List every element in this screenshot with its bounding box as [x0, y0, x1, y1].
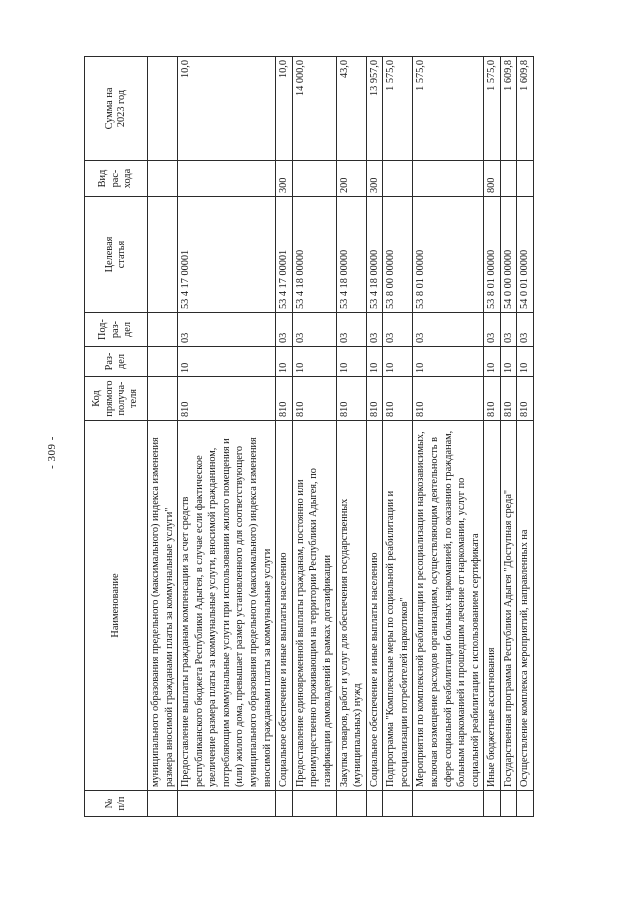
cell-target — [148, 197, 178, 313]
table-row — [413, 57, 484, 817]
cell-amount: 10,0 — [178, 57, 276, 161]
cell-name: Предоставление единовременной выплаты гражданам, постоянно или преимущественно проживающим на территории Республики Адыгея, по газификации домовладений в рамках догазификации — [292, 421, 336, 791]
cell-expense-type — [383, 161, 413, 197]
header-expense-type: Вид рас- хода — [85, 161, 148, 197]
cell-amount: 1 575,0 — [484, 57, 501, 161]
table-row — [500, 57, 517, 817]
cell-name: Социальное обеспечение и иные выплаты населению — [366, 421, 383, 791]
cell-target: 53 8 00 00000 — [383, 197, 413, 313]
cell-num — [292, 791, 336, 817]
cell-amount: 10,0 — [276, 57, 293, 161]
header-target: Целевая статья — [85, 197, 148, 313]
cell-recipient: 810 — [517, 377, 534, 421]
cell-section — [148, 347, 178, 377]
budget-table — [84, 56, 534, 817]
cell-num — [517, 791, 534, 817]
cell-expense-type: 300 — [276, 161, 293, 197]
cell-subsection: 03 — [292, 313, 336, 347]
cell-amount: 43,0 — [336, 57, 366, 161]
cell-expense-type — [500, 161, 517, 197]
cell-subsection: 03 — [500, 313, 517, 347]
cell-subsection: 03 — [178, 313, 276, 347]
cell-amount — [148, 57, 178, 161]
cell-num — [148, 791, 178, 817]
cell-num — [336, 791, 366, 817]
header-num: № п/п — [85, 791, 148, 817]
cell-target: 54 0 01 00000 — [517, 197, 534, 313]
cell-expense-type: 800 — [484, 161, 501, 197]
table-row — [148, 57, 178, 817]
cell-recipient — [148, 377, 178, 421]
cell-section: 10 — [413, 347, 484, 377]
cell-num — [484, 791, 501, 817]
cell-amount: 1 575,0 — [413, 57, 484, 161]
cell-subsection: 03 — [413, 313, 484, 347]
cell-num — [178, 791, 276, 817]
cell-name: Государственная программа Республики Адыгея "Доступная среда" — [500, 421, 517, 791]
table-header-row — [85, 57, 148, 817]
cell-amount: 1 575,0 — [383, 57, 413, 161]
table-row — [383, 57, 413, 817]
cell-expense-type — [517, 161, 534, 197]
cell-expense-type: 200 — [336, 161, 366, 197]
cell-subsection: 03 — [484, 313, 501, 347]
cell-name: муниципального образования предельного (максимального) индекса изменения размера вносимой гражданами платы за коммунальные услуги" — [148, 421, 178, 791]
cell-num — [366, 791, 383, 817]
cell-subsection: 03 — [383, 313, 413, 347]
cell-name: Осуществление комплекса мероприятий, направленных на — [517, 421, 534, 791]
cell-name: Предоставление выплаты гражданам компенсации за счет средств республиканского бюджета Республики Адыгея, в случае если фактическое увеличение размера платы за коммунальные услуги, вносимой гражданином, потребляющим коммунальные услуги при использовании жилого помещения и (или) жилого дома, превышает размер установленного для соответствующего муниципального образования предельного (максимального) индекса изменения вносимой гражданами платы за коммунальные услуги — [178, 421, 276, 791]
cell-num — [276, 791, 293, 817]
table-row — [517, 57, 534, 817]
cell-subsection: 03 — [336, 313, 366, 347]
cell-section: 10 — [500, 347, 517, 377]
cell-recipient: 810 — [366, 377, 383, 421]
cell-num — [383, 791, 413, 817]
table-row — [292, 57, 336, 817]
cell-expense-type — [178, 161, 276, 197]
cell-subsection — [148, 313, 178, 347]
cell-target: 53 4 17 00001 — [178, 197, 276, 313]
table-row — [484, 57, 501, 817]
header-amount: Сумма на 2023 год — [85, 57, 148, 161]
cell-amount: 1 609,8 — [517, 57, 534, 161]
table-row — [178, 57, 276, 817]
cell-target: 53 4 18 00000 — [336, 197, 366, 313]
cell-section: 10 — [383, 347, 413, 377]
cell-num — [413, 791, 484, 817]
table-row — [276, 57, 293, 817]
cell-expense-type — [292, 161, 336, 197]
cell-subsection: 03 — [517, 313, 534, 347]
cell-expense-type — [148, 161, 178, 197]
cell-name: Социальное обеспечение и иные выплаты населению — [276, 421, 293, 791]
cell-recipient: 810 — [178, 377, 276, 421]
table-row — [336, 57, 366, 817]
cell-section: 10 — [292, 347, 336, 377]
cell-name: Мероприятия по комплексной реабилитации и ресоциализации наркозависимых, включая возмещение расходов организациям, осуществляющим деятельность в сфере социальной реабилитации больных наркоманией, по оказанию гражданам, больным наркоманией и прошедшим лечение от наркомании, услуг по социальной реабилитации с использованием сертификата — [413, 421, 484, 791]
cell-recipient: 810 — [383, 377, 413, 421]
cell-amount: 14 000,0 — [292, 57, 336, 161]
cell-amount: 1 609,8 — [500, 57, 517, 161]
cell-recipient: 810 — [413, 377, 484, 421]
cell-section: 10 — [517, 347, 534, 377]
cell-section: 10 — [366, 347, 383, 377]
cell-target: 53 8 01 00000 — [484, 197, 501, 313]
cell-target: 53 4 18 00000 — [292, 197, 336, 313]
cell-num — [500, 791, 517, 817]
cell-target: 53 4 18 00000 — [366, 197, 383, 313]
header-name: Наименование — [85, 421, 148, 791]
table-row — [366, 57, 383, 817]
cell-recipient: 810 — [500, 377, 517, 421]
cell-section: 10 — [276, 347, 293, 377]
cell-amount: 13 957,0 — [366, 57, 383, 161]
cell-recipient: 810 — [336, 377, 366, 421]
cell-section: 10 — [178, 347, 276, 377]
cell-section: 10 — [336, 347, 366, 377]
cell-recipient: 810 — [484, 377, 501, 421]
cell-recipient: 810 — [292, 377, 336, 421]
cell-target: 54 0 00 00000 — [500, 197, 517, 313]
page-number: - 309 - — [46, 436, 58, 469]
cell-section: 10 — [484, 347, 501, 377]
cell-subsection: 03 — [276, 313, 293, 347]
cell-name: Иные бюджетные ассигнования — [484, 421, 501, 791]
cell-recipient: 810 — [276, 377, 293, 421]
cell-expense-type: 300 — [366, 161, 383, 197]
cell-target: 53 4 17 00001 — [276, 197, 293, 313]
cell-target: 53 8 01 00000 — [413, 197, 484, 313]
header-section: Раз- дел — [85, 347, 148, 377]
header-subsection: Под- раз- дел — [85, 313, 148, 347]
cell-subsection: 03 — [366, 313, 383, 347]
cell-name: Закупка товаров, работ и услуг для обеспечения государственных (муниципальных) нужд — [336, 421, 366, 791]
header-recipient: Код прямого получа- теля — [85, 377, 148, 421]
cell-expense-type — [413, 161, 484, 197]
cell-name: Подпрограмма "Комплексные меры по социальной реабилитации и ресоциализации потребителей наркотиков" — [383, 421, 413, 791]
